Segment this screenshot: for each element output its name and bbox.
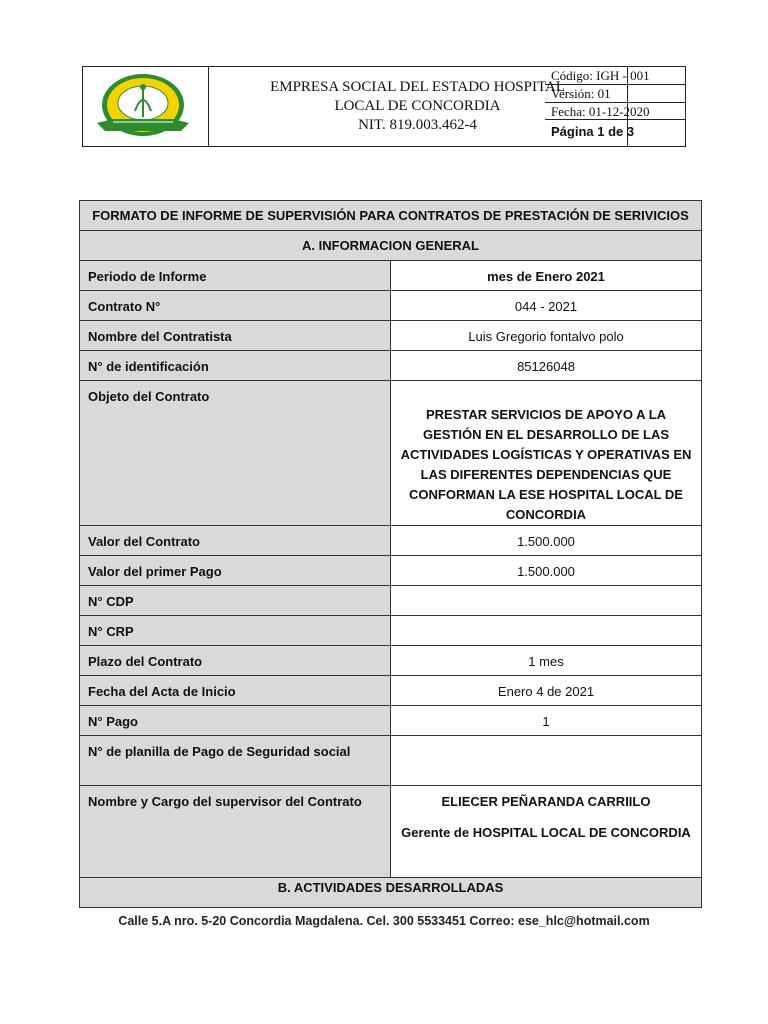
supervisor-position: Gerente de HOSPITAL LOCAL DE CONCORDIA: [401, 825, 691, 840]
footer-contact: Calle 5.A nro. 5-20 Concordia Magdalena. Cel. 300 5533451 Correo: ese_hlc@hotmail.com: [118, 914, 650, 928]
row-label: N° Pago: [80, 706, 391, 736]
row-value: 1: [391, 706, 702, 736]
row-value: mes de Enero 2021: [391, 261, 702, 291]
row-value: [391, 736, 702, 786]
row-label: Objeto del Contrato: [80, 381, 391, 526]
row-value: 1 mes: [391, 646, 702, 676]
row-label: N° de planilla de Pago de Seguridad social: [80, 736, 391, 786]
row-value: Enero 4 de 2021: [391, 676, 702, 706]
row-label: Nombre del Contratista: [80, 321, 391, 351]
section-b-heading: B. ACTIVIDADES DESARROLLADAS: [80, 878, 702, 908]
form-title: FORMATO DE INFORME DE SUPERVISIÓN PARA CONTRATOS DE PRESTACIÓN DE SERIVICIOS: [80, 201, 702, 231]
row-label: Nombre y Cargo del supervisor del Contrato: [80, 786, 391, 878]
row-value: 1.500.000: [391, 526, 702, 556]
row-label: Valor del Contrato: [80, 526, 391, 556]
row-value: 85126048: [391, 351, 702, 381]
supervision-report-table: [79, 200, 702, 908]
row-label: Periodo de Informe: [80, 261, 391, 291]
hospital-seal-logo: [83, 67, 208, 146]
row-label: N° CRP: [80, 616, 391, 646]
row-label: Plazo del Contrato: [80, 646, 391, 676]
row-value: [391, 616, 702, 646]
supervisor-name: ELIECER PEÑARANDA CARRIILO: [441, 794, 651, 809]
contract-object-value: PRESTAR SERVICIOS DE APOYO A LA GESTIÓN EN EL DESARROLLO DE LAS ACTIVIDADES LOGÍSTICAS Y OPERATIVAS EN LAS DIFERENTES DEPENDENCIAS QUE CONFORMAN LA ESE HOSPITAL LOCAL DE CONCORDIA: [391, 381, 702, 526]
code-field: Código: IGH - 001: [545, 67, 685, 85]
page-number: Página 1 de 3: [551, 124, 635, 139]
row-label: Valor del primer Pago: [80, 556, 391, 586]
row-label: N° CDP: [80, 586, 391, 616]
row-label: Fecha del Acta de Inicio: [80, 676, 391, 706]
title-line-3: NIT. 819.003.462-4: [358, 117, 477, 133]
title-line-2: LOCAL DE CONCORDIA: [334, 98, 501, 114]
title-line-1: EMPRESA SOCIAL DEL ESTADO HOSPITAL: [270, 79, 565, 95]
supervisor-value: [391, 786, 702, 878]
section-a-heading: A. INFORMACION GENERAL: [80, 231, 702, 261]
logo-cell: [83, 67, 209, 146]
row-label: N° de identificación: [80, 351, 391, 381]
row-value: [391, 586, 702, 616]
row-value: 1.500.000: [391, 556, 702, 586]
row-value: Luis Gregorio fontalvo polo: [391, 321, 702, 351]
date-field: Fecha: 01-12-2020: [545, 103, 685, 120]
row-value: 044 - 2021: [391, 291, 702, 321]
row-label: Contrato N°: [80, 291, 391, 321]
version-field: Versión: 01: [545, 85, 685, 103]
